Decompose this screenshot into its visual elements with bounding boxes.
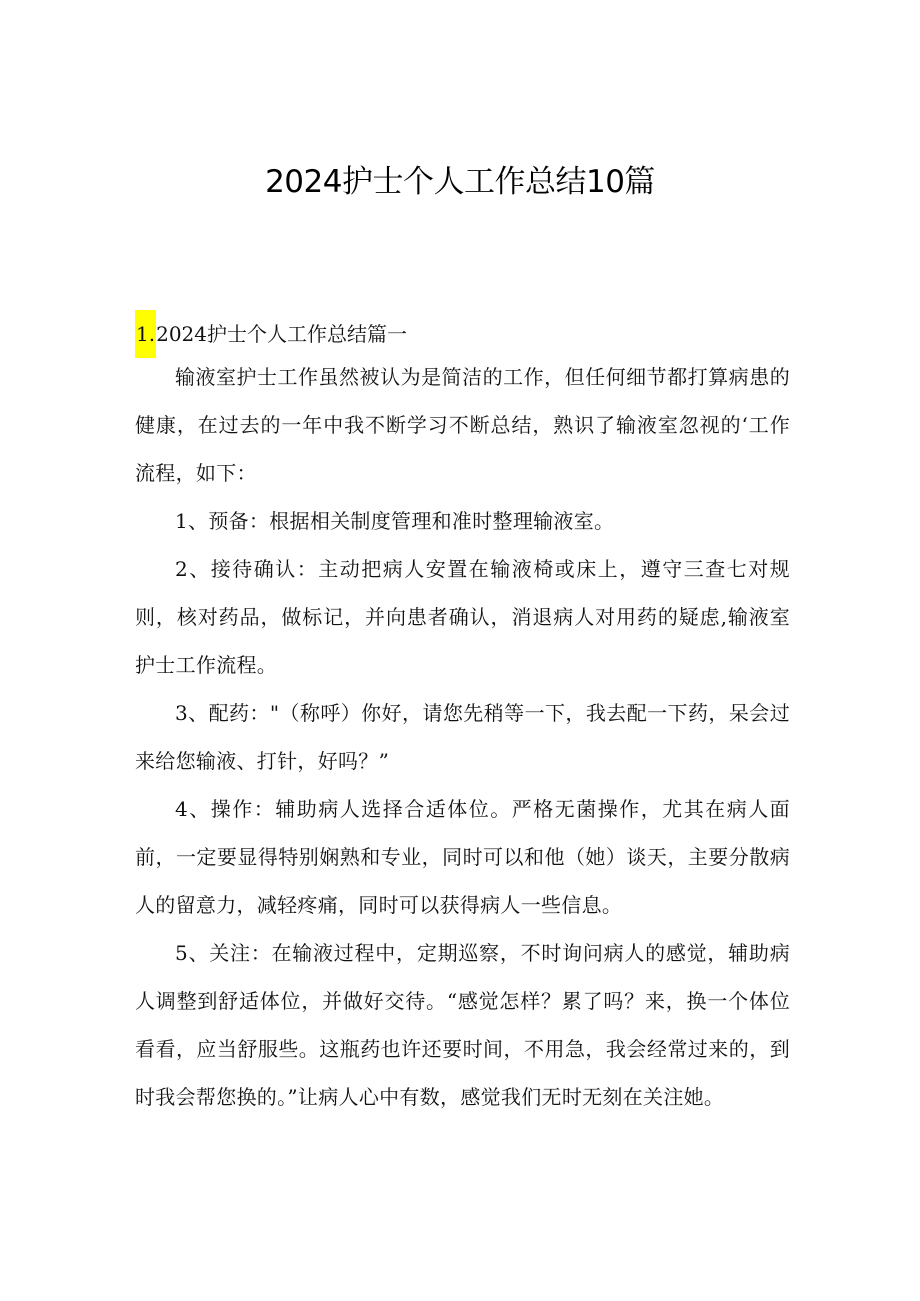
paragraph-intro: 输液室护士工作虽然被认为是简洁的工作，但任何细节都打算病患的健康，在过去的一年中我不断学习不断总结，熟识了输液室忽视的‘工作流程，如下： <box>135 365 790 485</box>
document-title: 2024护士个人工作总结10篇 <box>265 164 655 200</box>
body-text <box>135 353 790 1121</box>
paragraph-step-2: 2、接待确认：主动把病人安置在输液椅或床上，遵守三查七对规则，核对药品，做标记，并向患者确认，消退病人对用药的疑虑,输液室护士工作流程。 <box>135 557 790 677</box>
paragraph-step-4: 4、操作：辅助病人选择合适体位。严格无菌操作，尤其在病人面前，一定要显得特别娴熟和专业，同时可以和他（她）谈天，主要分散病人的留意力，减轻疼痛，同时可以获得病人一些信息。 <box>135 797 790 917</box>
highlighted-section-number: 1. <box>135 310 156 358</box>
paragraph-step-5: 5、关注：在输液过程中，定期巡察，不时询问病人的感觉，辅助病人调整到舒适体位，并做好交待。“感觉怎样？累了吗？来，换一个体位看看，应当舒服些。这瓶药也许还要时间，不用急，我会经常过来的，到时我会帮您换的。”让病人心中有数，感觉我们无时无刻在关注她。 <box>135 941 790 1109</box>
paragraph-step-3: 3、配药："（称呼）你好，请您先稍等一下，我去配一下药，呆会过来给您输液、打针，好吗？” <box>135 701 790 773</box>
section-heading-text: 2024护士个人工作总结篇一 <box>156 322 407 346</box>
section-heading <box>135 310 407 358</box>
paragraph-step-1: 1、预备：根据相关制度管理和准时整理输液室。 <box>175 509 615 533</box>
